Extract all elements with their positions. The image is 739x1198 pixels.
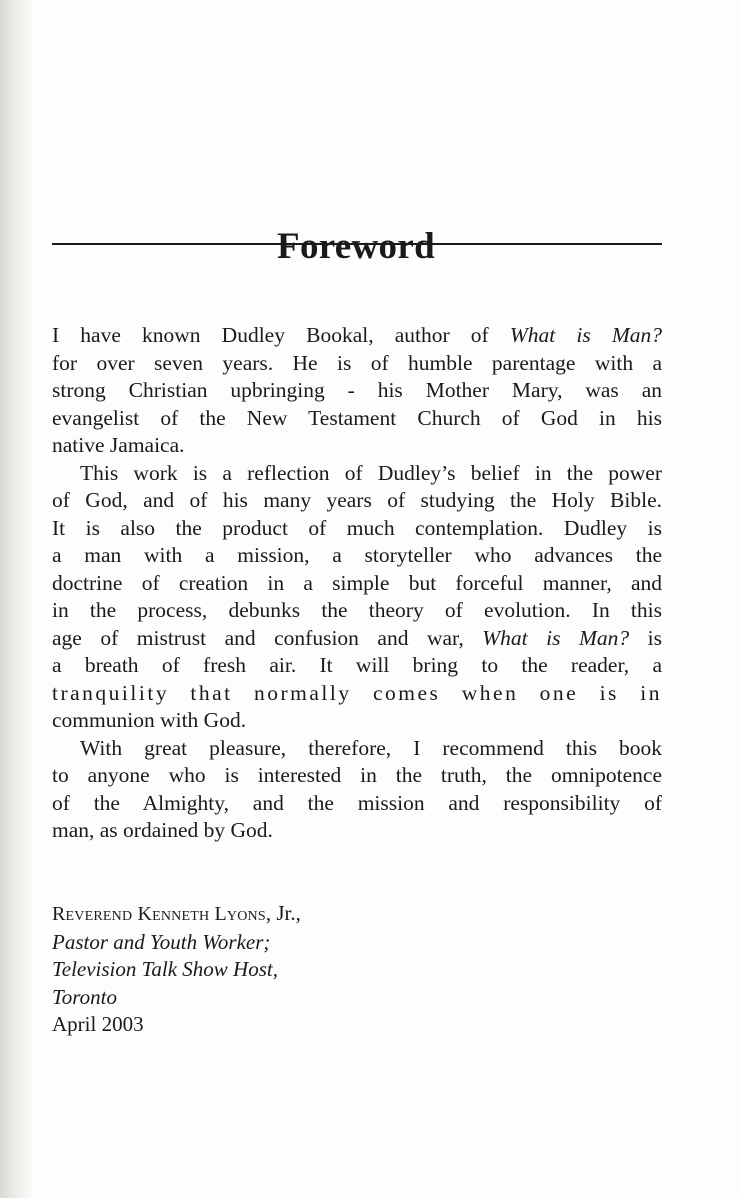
- body-line: of the Almighty, and the mission and responsibility of: [52, 790, 662, 815]
- body-line: evangelist of the New Testament Church of God in his: [52, 405, 662, 430]
- body-line: It is also the product of much contemplation. Dudley is: [52, 515, 662, 540]
- signature-name: Reverend Kenneth Lyons: [52, 903, 266, 925]
- signature-date: April 2003: [52, 1012, 144, 1036]
- body-line: With great pleasure, therefore, I recommend this book: [80, 735, 662, 760]
- body-line: to anyone who is interested in the truth, the omnipotence: [52, 763, 662, 787]
- body-line: communion with God.: [52, 708, 247, 732]
- body-line: a man with a mission, a storyteller who advances the: [52, 543, 662, 567]
- signature-name-line: [52, 900, 301, 929]
- body-line: I have known Dudley Bookal, author of What is Man?: [52, 323, 662, 347]
- body-line: age of mistrust and confusion and war, What is Man? is: [52, 625, 662, 650]
- body-line: a breath of fresh air. It will bring to the reader, a: [52, 653, 662, 677]
- body-line: for over seven years. He is of humble parentage with a: [52, 350, 662, 375]
- title-rule: [52, 243, 662, 245]
- body-line: of God, and of his many years of studying the Holy Bible.: [52, 488, 662, 512]
- signature-block: [52, 900, 301, 1039]
- signature-suffix: , Jr.,: [265, 901, 301, 925]
- body-line: native Jamaica.: [52, 433, 185, 457]
- body-line: in the process, debunks the theory of evolution. In this: [52, 598, 662, 622]
- signature-role: Pastor and Youth Worker;: [52, 929, 271, 954]
- signature-location: Toronto: [52, 984, 117, 1009]
- foreword-body: [52, 322, 662, 845]
- page-gutter-shadow: [0, 0, 34, 1198]
- page-title: Foreword: [277, 225, 435, 267]
- signature-role: Television Talk Show Host,: [52, 957, 278, 981]
- body-line: man, as ordained by God.: [52, 818, 273, 842]
- body-line: tranquility that normally comes when one is in: [52, 680, 662, 705]
- body-line: This work is a reflection of Dudley’s belief in the power: [80, 460, 662, 485]
- body-line: doctrine of creation in a simple but forceful manner, and: [52, 570, 662, 595]
- body-line: strong Christian upbringing - his Mother Mary, was an: [52, 378, 662, 402]
